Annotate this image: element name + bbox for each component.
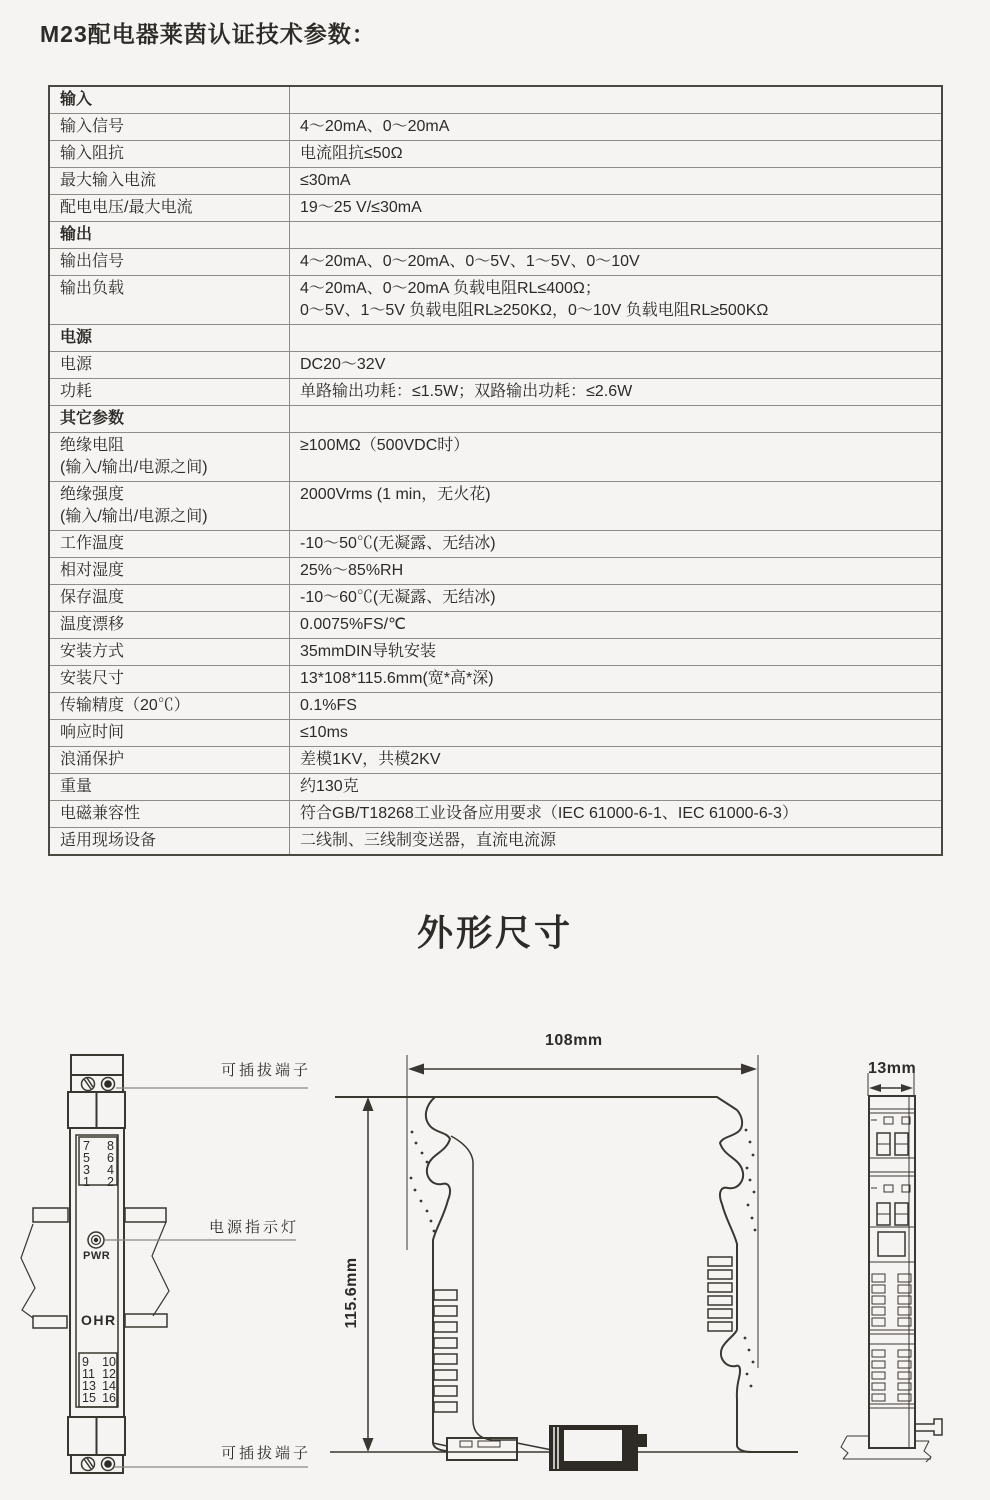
- spec-value: 4～20mA、0～20mA: [290, 114, 943, 141]
- label-top-terminal: 可插拔端子: [221, 1062, 312, 1079]
- spec-value: 单路输出功耗：≤1.5W；双路输出功耗：≤2.6W: [290, 379, 943, 406]
- spec-label: 浪涌保护: [49, 747, 290, 774]
- terminal-screws-bottom: [82, 1458, 115, 1471]
- spec-value: DC20～32V: [290, 352, 943, 379]
- spec-value: 2000Vrms (1 min，无火花): [290, 482, 943, 531]
- vent-slots-right: [708, 1257, 732, 1331]
- dim-width-label: 108mm: [545, 1032, 603, 1049]
- spec-value: 符合GB/T18268工业设备应用要求（IEC 61000-6-1、IEC 61000-6-3）: [290, 801, 943, 828]
- spec-value: 0.0075%FS/℃: [290, 612, 943, 639]
- spec-label: 输入: [49, 86, 290, 114]
- spec-label: 安装方式: [49, 639, 290, 666]
- spec-value: [290, 86, 943, 114]
- pwr-label: PWR: [83, 1250, 111, 1262]
- spec-value: [290, 325, 943, 352]
- bottom-terminal-block: [433, 1438, 552, 1460]
- spec-section-row: [49, 86, 942, 114]
- spec-value: 13*108*115.6mm(宽*高*深): [290, 666, 943, 693]
- dotted-break-lines: [410, 1129, 757, 1388]
- spec-label: 绝缘强度 (输入/输出/电源之间): [49, 482, 290, 531]
- upper-terminal-numbers: 7 8 5 6 3 4 1 2: [83, 1139, 114, 1189]
- spec-row: [49, 585, 942, 612]
- spec-row: [49, 558, 942, 585]
- spec-label: 电源: [49, 352, 290, 379]
- side-view-drawing: [841, 1073, 942, 1462]
- spec-label: 输入阻抗: [49, 141, 290, 168]
- spec-value: [290, 406, 943, 433]
- spec-row: [49, 747, 942, 774]
- spec-value: 4～20mA、0～20mA 负载电阻RL≤400Ω； 0～5V、1～5V 负载电阻RL≥250KΩ，0～10V 负载电阻RL≥500KΩ: [290, 276, 943, 325]
- spec-label: 响应时间: [49, 720, 290, 747]
- spec-value: 19～25 V/≤30mA: [290, 195, 943, 222]
- spec-row: [49, 639, 942, 666]
- spec-value: 0.1%FS: [290, 693, 943, 720]
- spec-value: 约130克: [290, 774, 943, 801]
- din-rail: [21, 1208, 169, 1328]
- page-title: M23配电器莱茵认证技术参数：: [40, 21, 376, 47]
- leader-lines: [105, 1088, 308, 1467]
- figure-title: 外形尺寸: [416, 912, 573, 953]
- spec-value: ≤10ms: [290, 720, 943, 747]
- spec-section-row: [49, 222, 942, 249]
- spec-label: 功耗: [49, 379, 290, 406]
- dim-depth-label: 13mm: [868, 1060, 917, 1077]
- lower-terminal-numbers: 9 10 11 12 13 14 15 16: [82, 1355, 116, 1405]
- din-clip: [549, 1425, 647, 1471]
- spec-value: 4～20mA、0～20mA、0～5V、1～5V、0～10V: [290, 249, 943, 276]
- spec-label: 重量: [49, 774, 290, 801]
- spec-value: -10～50℃(无凝露、无结冰): [290, 531, 943, 558]
- spec-row: [49, 666, 942, 693]
- spec-row: [49, 114, 942, 141]
- terminal-screws-top: [82, 1078, 115, 1091]
- spec-row: [49, 141, 942, 168]
- spec-value: [290, 222, 943, 249]
- spec-row: [49, 276, 942, 325]
- spec-row: [49, 168, 942, 195]
- spec-label: 其它参数: [49, 406, 290, 433]
- spec-label: 温度漂移: [49, 612, 290, 639]
- label-power-indicator: 电源指示灯: [209, 1219, 300, 1236]
- spec-label: 传输精度（20℃）: [49, 693, 290, 720]
- spec-row: [49, 482, 942, 531]
- spec-label: 输入信号: [49, 114, 290, 141]
- spec-row: [49, 352, 942, 379]
- spec-value: 电流阻抗≤50Ω: [290, 141, 943, 168]
- spec-row: [49, 249, 942, 276]
- top-view-drawing: [330, 1055, 798, 1471]
- spec-row: [49, 612, 942, 639]
- spec-row: [49, 379, 942, 406]
- spec-label: 电源: [49, 325, 290, 352]
- spec-label: 相对湿度: [49, 558, 290, 585]
- vent-slots-left: [434, 1290, 457, 1412]
- label-bottom-terminal: 可插拔端子: [221, 1445, 312, 1462]
- spec-value: 二线制、三线制变送器，直流电流源: [290, 828, 943, 856]
- spec-value: 差模1KV，共模2KV: [290, 747, 943, 774]
- spec-value: ≥100MΩ（500VDC时）: [290, 433, 943, 482]
- spec-label: 输出: [49, 222, 290, 249]
- spec-label: 绝缘电阻 (输入/输出/电源之间): [49, 433, 290, 482]
- spec-value: 25%～85%RH: [290, 558, 943, 585]
- brand-logo: OHR: [81, 1312, 117, 1328]
- spec-row: [49, 774, 942, 801]
- spec-value: -10～60℃(无凝露、无结冰): [290, 585, 943, 612]
- spec-label: 电磁兼容性: [49, 801, 290, 828]
- spec-row: [49, 433, 942, 482]
- spec-value: 35mmDIN导轨安装: [290, 639, 943, 666]
- spec-row: [49, 693, 942, 720]
- spec-label: 输出负载: [49, 276, 290, 325]
- spec-label: 保存温度: [49, 585, 290, 612]
- spec-row: [49, 828, 942, 856]
- spec-label: 配电电压/最大电流: [49, 195, 290, 222]
- spec-row: [49, 801, 942, 828]
- spec-section-row: [49, 406, 942, 433]
- dim-height-label: 115.6mm: [343, 1257, 360, 1329]
- spec-row: [49, 720, 942, 747]
- side-terminal-clamps: [877, 1133, 908, 1256]
- spec-label: 安装尺寸: [49, 666, 290, 693]
- dimension-drawing: [0, 1000, 990, 1500]
- spec-row: [49, 195, 942, 222]
- spec-label: 工作温度: [49, 531, 290, 558]
- spec-label: 输出信号: [49, 249, 290, 276]
- spec-value: ≤30mA: [290, 168, 943, 195]
- width-dimension: [408, 1064, 757, 1075]
- spec-label: 最大输入电流: [49, 168, 290, 195]
- clip-release-tab: [915, 1419, 942, 1435]
- height-dimension: [363, 1097, 374, 1452]
- spec-table-body: [49, 86, 942, 855]
- side-vent-slots: [872, 1274, 911, 1401]
- front-view-drawing: [21, 1055, 308, 1473]
- spec-label: 适用现场设备: [49, 828, 290, 856]
- spec-row: [49, 531, 942, 558]
- power-led: [88, 1232, 104, 1248]
- spec-table: [48, 85, 943, 856]
- dimension-figure: [0, 1000, 990, 1500]
- spec-section-row: [49, 325, 942, 352]
